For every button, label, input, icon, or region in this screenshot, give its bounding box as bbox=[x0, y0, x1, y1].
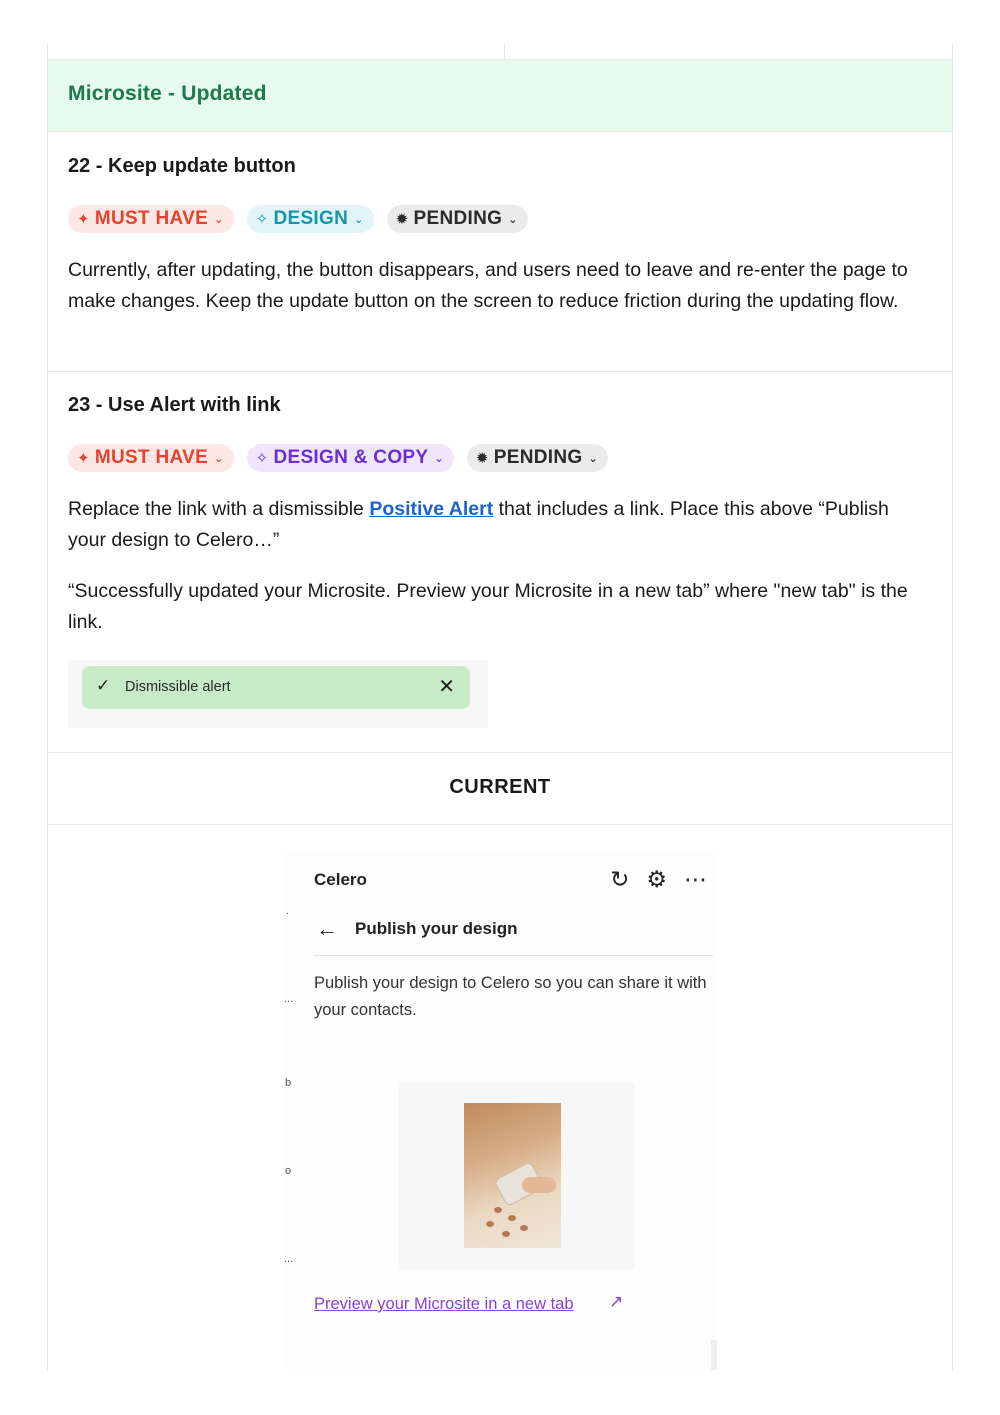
burst-icon: ✹ bbox=[475, 450, 489, 467]
item-title: 23 - Use Alert with link bbox=[68, 394, 281, 416]
alert-example-image bbox=[68, 660, 488, 728]
chevron-down-icon: ⌄ bbox=[508, 213, 518, 226]
sparkle-icon: ✦ bbox=[77, 211, 90, 228]
chevron-down-icon: ⌄ bbox=[214, 213, 224, 226]
external-link-icon[interactable]: ↗ bbox=[609, 1292, 624, 1311]
current-header bbox=[48, 752, 952, 825]
tag-label: PENDING bbox=[493, 447, 583, 468]
star-outline-icon: ✧ bbox=[255, 211, 269, 228]
preview-microsite-link[interactable]: Preview your Microsite in a new tab bbox=[314, 1295, 574, 1313]
description-text: Replace the link with a dismissible bbox=[68, 498, 370, 520]
priority-tag[interactable] bbox=[68, 444, 234, 472]
tag-label: PENDING bbox=[413, 208, 503, 229]
dismissible-alert bbox=[82, 666, 470, 709]
side-char: o bbox=[285, 1165, 292, 1177]
refresh-icon[interactable]: ↻ bbox=[610, 866, 630, 892]
tag-row bbox=[68, 205, 528, 233]
side-char: b bbox=[285, 1077, 292, 1089]
star-outline-icon: ✧ bbox=[255, 450, 269, 467]
positive-alert-link[interactable]: Positive Alert bbox=[369, 498, 494, 520]
current-label: CURRENT bbox=[449, 776, 551, 798]
check-icon: ✓ bbox=[96, 676, 111, 695]
back-arrow-icon[interactable]: ← bbox=[316, 916, 338, 941]
status-tag[interactable] bbox=[387, 205, 528, 233]
section-title: Microsite - Updated bbox=[68, 82, 267, 105]
previous-row-remnant bbox=[47, 44, 953, 59]
tag-label: DESIGN & COPY bbox=[273, 447, 429, 468]
more-options-icon[interactable]: ⋯ bbox=[684, 866, 707, 892]
item-description: Currently, after updating, the button disappears, and users need to leave and re-enter the page to make changes. Keep the update button on the screen to reduce friction during the updating flow. bbox=[68, 259, 908, 312]
sparkle-icon: ✦ bbox=[77, 450, 90, 467]
column-divider bbox=[504, 44, 505, 59]
edge-fade bbox=[711, 1340, 717, 1370]
current-screenshot bbox=[283, 850, 717, 1370]
coin-shape bbox=[494, 1207, 502, 1213]
tag-label: MUST HAVE bbox=[94, 208, 209, 229]
chevron-down-icon: ⌄ bbox=[214, 452, 224, 465]
section-header bbox=[48, 59, 952, 132]
close-icon[interactable]: ✕ bbox=[438, 676, 455, 698]
chevron-down-icon: ⌄ bbox=[354, 213, 364, 226]
panel-title: Publish your design bbox=[355, 919, 518, 938]
chevron-down-icon: ⌄ bbox=[434, 452, 444, 465]
side-char: ... bbox=[284, 993, 294, 1005]
coin-shape bbox=[502, 1231, 510, 1237]
description-text: that includes a link. Place this above “Publish your design to Celero…” bbox=[68, 498, 889, 551]
requirement-item-22 bbox=[48, 133, 952, 371]
tag-row bbox=[68, 444, 608, 472]
coin-shape bbox=[508, 1215, 516, 1221]
app-brand: Celero bbox=[314, 870, 367, 889]
burst-icon: ✹ bbox=[395, 211, 409, 228]
priority-tag[interactable] bbox=[68, 205, 234, 233]
panel-description: Publish your design to Celero so you can share it with your contacts. bbox=[314, 974, 707, 1019]
header-actions bbox=[610, 866, 707, 893]
coin-shape bbox=[486, 1221, 494, 1227]
chevron-down-icon: ⌄ bbox=[588, 452, 598, 465]
item-description bbox=[68, 494, 928, 556]
gear-icon[interactable]: ⚙ bbox=[646, 866, 667, 892]
tag-label: DESIGN bbox=[273, 208, 349, 229]
coin-shape bbox=[520, 1225, 528, 1231]
alert-text: Dismissible alert bbox=[125, 679, 231, 695]
side-char: ... bbox=[284, 1253, 294, 1265]
status-tag[interactable] bbox=[467, 444, 608, 472]
category-tag[interactable] bbox=[247, 205, 374, 233]
design-thumbnail bbox=[464, 1103, 561, 1248]
item-description-2: “Successfully updated your Microsite. Preview your Microsite in a new tab” where "new tab" is the link. bbox=[68, 580, 908, 633]
category-tag[interactable] bbox=[247, 444, 454, 472]
panel-divider bbox=[314, 955, 713, 956]
side-char: . bbox=[286, 905, 290, 917]
item-title: 22 - Keep update button bbox=[68, 155, 296, 177]
hand-shape bbox=[522, 1177, 556, 1193]
tag-label: MUST HAVE bbox=[94, 447, 209, 468]
